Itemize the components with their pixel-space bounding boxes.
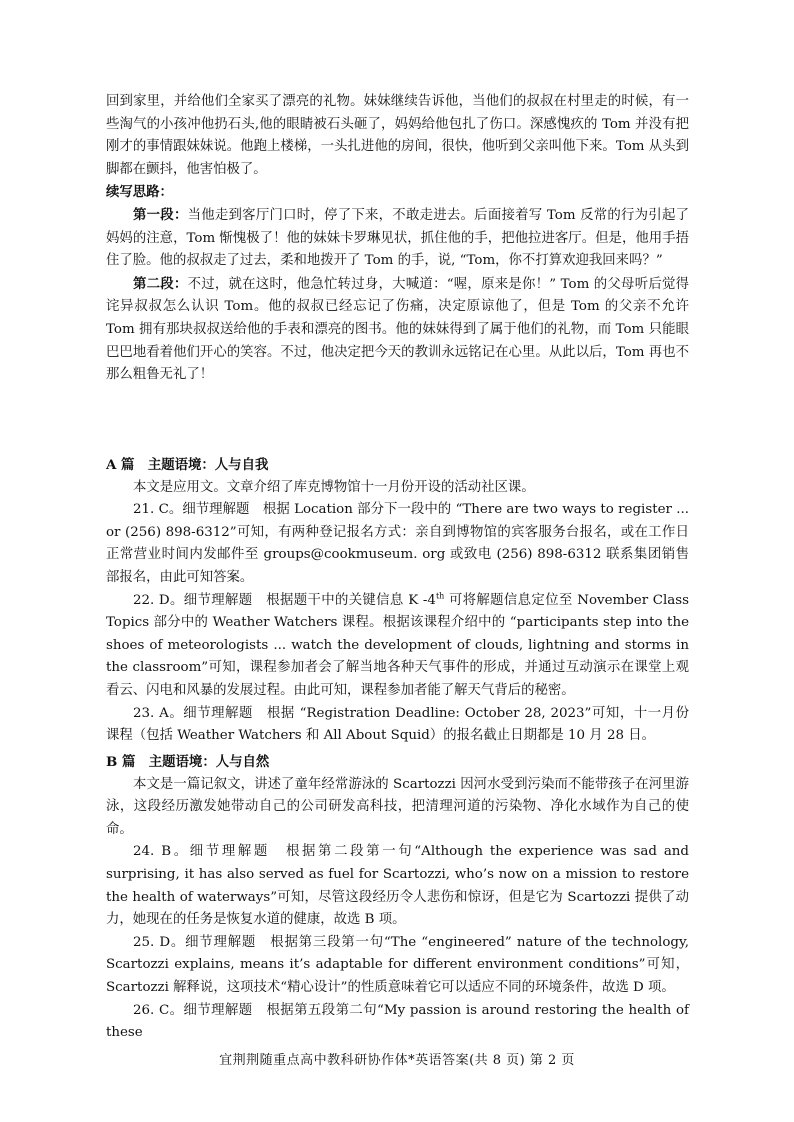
paragraph-1-text: 当他走到客厅门口时，停了下来，不敢走进去。后面接着写 Tom 反常的行为引起了妈妈的注意，Tom 惭愧极了！他的妹妹卡罗琳见状，抓住他的手，把他拉进客厅。但是，他用手捂住了脸。他的叔叔走了过去，柔和地拨开了 Tom 的手，说, “Tom，你不打算欢迎我回来吗？” xyxy=(106,207,689,269)
section-b-intro: 本文是一篇记叙文，讲述了童年经常游泳的 Scartozzi 因河水受到污染而不能带孩子在河里游泳，这段经历激发她带动自己的公司研发高科技，把清理河道的污染物、净化水域作为自己的使命。 xyxy=(106,776,689,837)
answer-24: 24. B。细节理解题 根据第二段第一句“Although the experience was sad and surprising, it has also served as fuel for Scartozzi, who’s now on a mission to restore the health of waterways”可知，尽管这段经历令人悲伤和惊讶，但是它为 Scartozzi 提供了动力，她现在的任务是恢复水道的健康，故选 B 项。 xyxy=(106,844,689,928)
paragraph-2-text: 不过，就在这时，他急忙转过身，大喊道：“喔，原来是你！” Tom 的父母听后觉得诧异叔叔怎么认识 Tom。他的叔叔已经忘记了伤痛，决定原谅他了，但是 Tom 的父亲不允许 Tom 拥有那块叔叔送给他的手表和漂亮的图书。他的妹妹得到了属于他们的礼物，而 Tom 只能眼巴巴地看着他们开心的笑容。不过，他决定把今天的教训永远铭记在心里。从此以后，Tom 再也不那么粗鲁无礼了！ xyxy=(106,276,689,383)
answer-22-post: 可将解题信息定位至 November Class Topics 部分中的 Weather Watchers 课程。根据该课程介绍中的 “participants step into the shoes of meteorologists ... watch the development of clouds, lightning and storms in the classroom”可知，课程参加者会了解当地各种天气事件的形成，并通过互动演示在课堂上观看云、闪电和风暴的发展过程。由此可知，课程参加者能了解天气背后的秘密。 xyxy=(106,592,689,698)
answer-25: 25. D。细节理解题 根据第三段第一句“The “engineered” nature of the technology, Scartozzi explains, means it’s adaptable for different environment conditions”可知，Scartozzi 解释说，这项技术“精心设计”的性质意味着它可以适应不同的环境条件，故选 D 项。 xyxy=(106,934,689,995)
answer-22 xyxy=(106,590,689,703)
section-a-heading: A 篇 主题语境：人与自我 xyxy=(106,457,269,473)
answer-22-pre: 22. D。细节理解题 根据题干中的关键信息 K -4 xyxy=(133,592,436,608)
answer-22-sup: th xyxy=(435,591,445,601)
section-b xyxy=(106,751,689,1045)
story-summary-section xyxy=(106,91,689,387)
writing-idea-paragraph-2 xyxy=(106,273,689,387)
page-footer: 宜荆荆随重点高中教科研协作体*英语答案(共 8 页) 第 2 页 xyxy=(219,1053,575,1068)
section-a-intro: 本文是应用文。文章介绍了库克博物馆十一月份开设的活动社区课。 xyxy=(133,479,535,495)
paragraph-2-lead: 第二段： xyxy=(133,275,188,292)
paragraph-1-lead: 第一段： xyxy=(133,206,188,223)
writing-ideas-heading: 续写思路： xyxy=(106,184,173,201)
summary-paragraph: 回到家里，并给他们全家买了漂亮的礼物。妹妹继续告诉他，当他们的叔叔在村里走的时候，有一些淘气的小孩冲他扔石头,他的眼睛被石头砸了，妈妈给他包扎了伤口。深感愧疚的 Tom 并没有把刚才的事情跟妹妹说。他跑上楼梯，一头扎进他的房间，很快，他听到父亲叫他下来。Tom 从头到脚都在颤抖，他害怕极了。 xyxy=(106,94,689,177)
section-b-heading: B 篇 主题语境：人与自然 xyxy=(106,754,270,770)
answer-23: 23. A。细节理解题 根据 “Registration Deadline: October 28, 2023”可知，十一月份课程（包括 Weather Watchers 和 All About Squid）的报名截止日期都是 10 月 28 日。 xyxy=(106,705,689,744)
answer-21: 21. C。细节理解题 根据 Location 部分下一段中的 “There are two ways to register ... or (256) 898-6312”可知，有两种登记报名方式：亲自到博物馆的宾客服务台报名，或在工作日正常营业时间内发邮件至 groups@cookmuseum. org 或致电 (256) 898-6312 联系集团销售部报名，由此可知答案。 xyxy=(106,502,689,585)
section-a xyxy=(106,454,689,748)
writing-idea-paragraph-1 xyxy=(106,204,689,273)
answer-26: 26. C。细节理解题 根据第五段第二句“My passion is around restoring the health of these xyxy=(106,1002,689,1041)
